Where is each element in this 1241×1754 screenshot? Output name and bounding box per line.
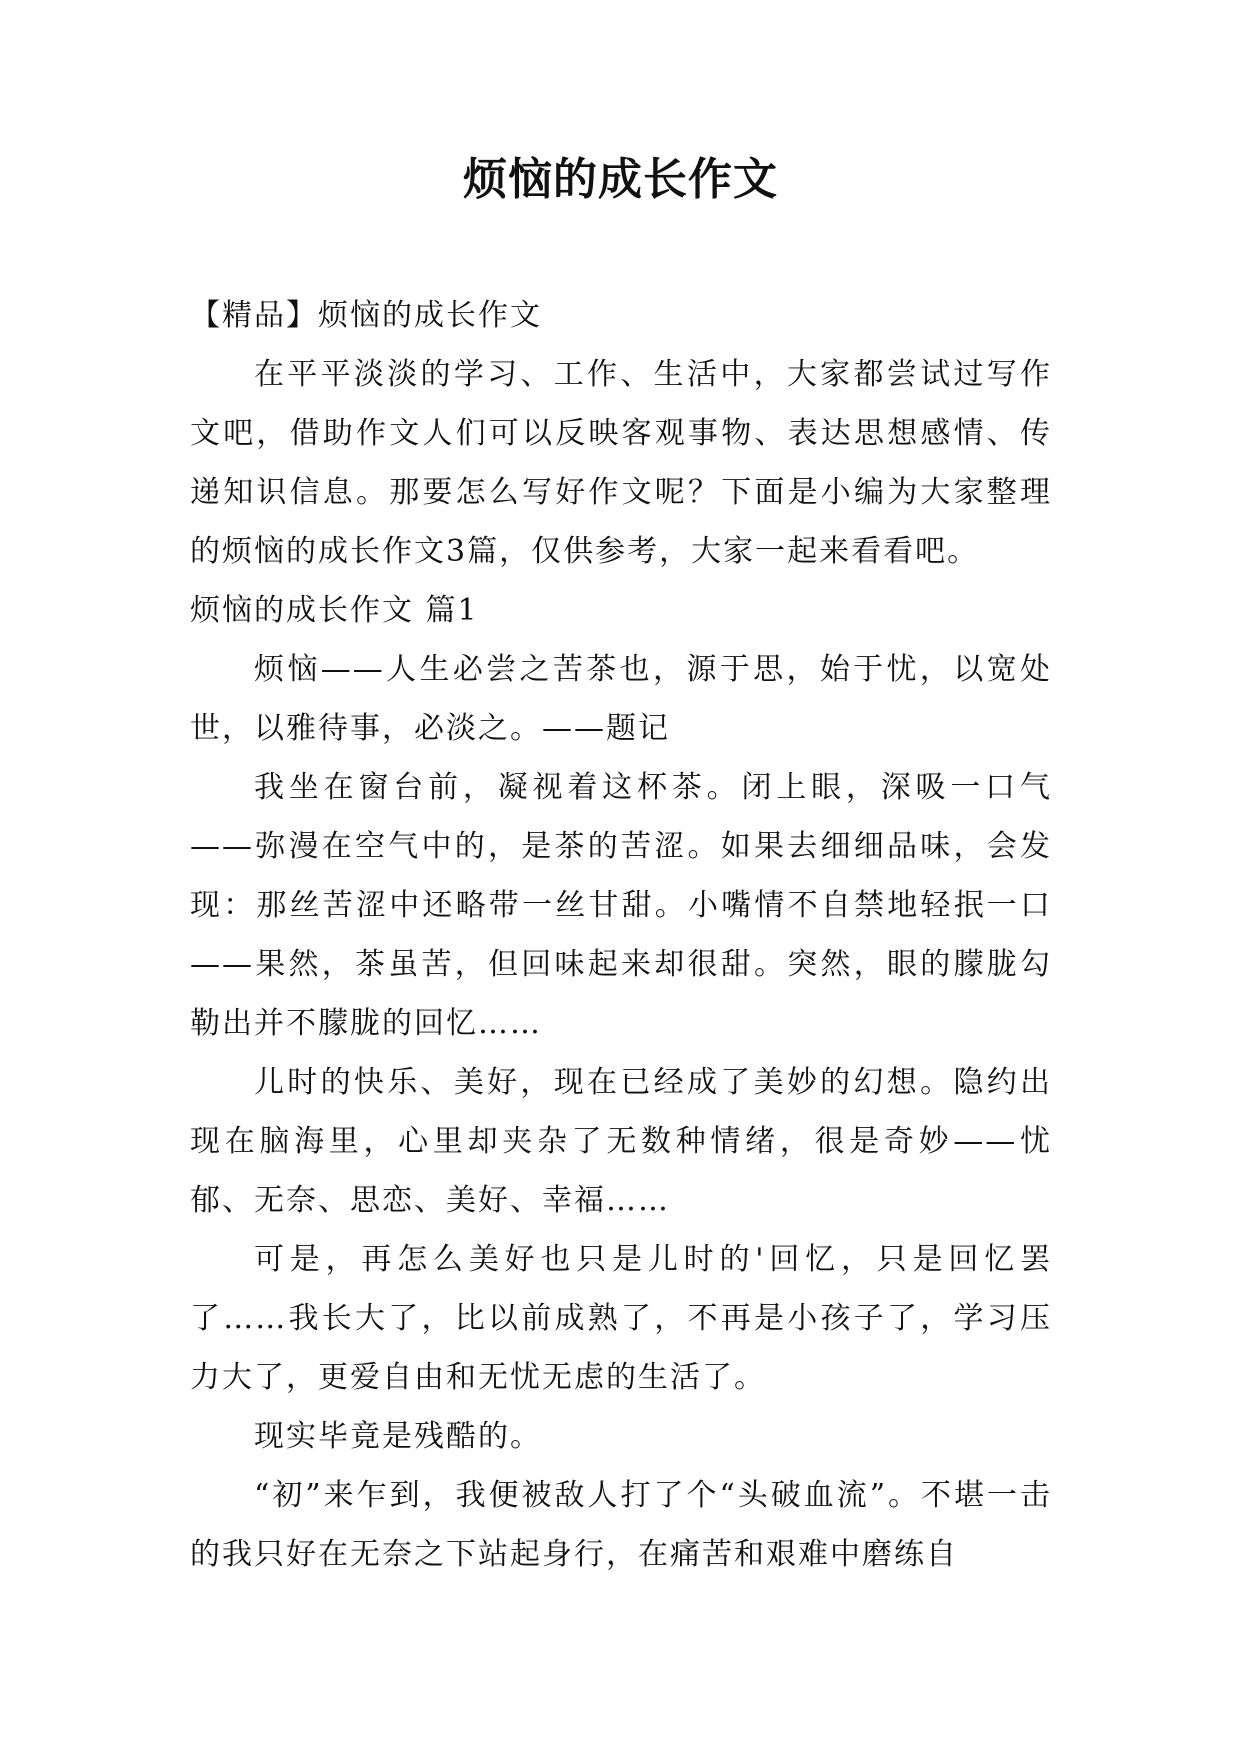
document-title: 烦恼的成长作文 [463, 154, 778, 205]
paragraph: 儿时的快乐、美好，现在已经成了美妙的幻想。隐约出现在脑海里，心里却夹杂了无数种情绪，很是奇妙——忧郁、无奈、思恋、美好、幸福…… [190, 1065, 1052, 1218]
paragraph: 在平平淡淡的学习、工作、生活中，大家都尝试过写作文吧，借助作文人们可以反映客观事物、表达思想感情、传递知识信息。那要怎么写好作文呢？下面是小编为大家整理的烦恼的成长作文3篇，仅供参考，大家一起来看看吧。 [190, 357, 1052, 569]
paragraph: 可是，再怎么美好也只是儿时的'回忆，只是回忆罢了……我长大了，比以前成熟了，不再是小孩子了，学习压力大了，更爱自由和无忧无虑的生活了。 [190, 1242, 1052, 1395]
paragraph: 烦恼——人生必尝之苦茶也，源于思，始于忧，以宽处世，以雅待事，必淡之。——题记 [190, 652, 1052, 746]
paragraph: 【精品】烦恼的成长作文 [190, 298, 542, 333]
paragraph: 我坐在窗台前，凝视着这杯茶。闭上眼，深吸一口气——弥漫在空气中的，是茶的苦涩。如果去细细品味，会发现：那丝苦涩中还略带一丝甘甜。小嘴情不自禁地轻抿一口——果然，茶虽苦，但回味起来却很甜。突然，眼的朦胧勾勒出并不朦胧的回忆…… [190, 770, 1052, 1041]
paragraph: 烦恼的成长作文 篇1 [190, 593, 479, 628]
document-body [190, 286, 1052, 1584]
paragraph: “初”来乍到，我便被敌人打了个“头破血流”。不堪一击的我只好在无奈之下站起身行，在痛苦和艰难中磨练自 [190, 1478, 1052, 1572]
paragraph: 现实毕竟是残酷的。 [254, 1419, 542, 1454]
